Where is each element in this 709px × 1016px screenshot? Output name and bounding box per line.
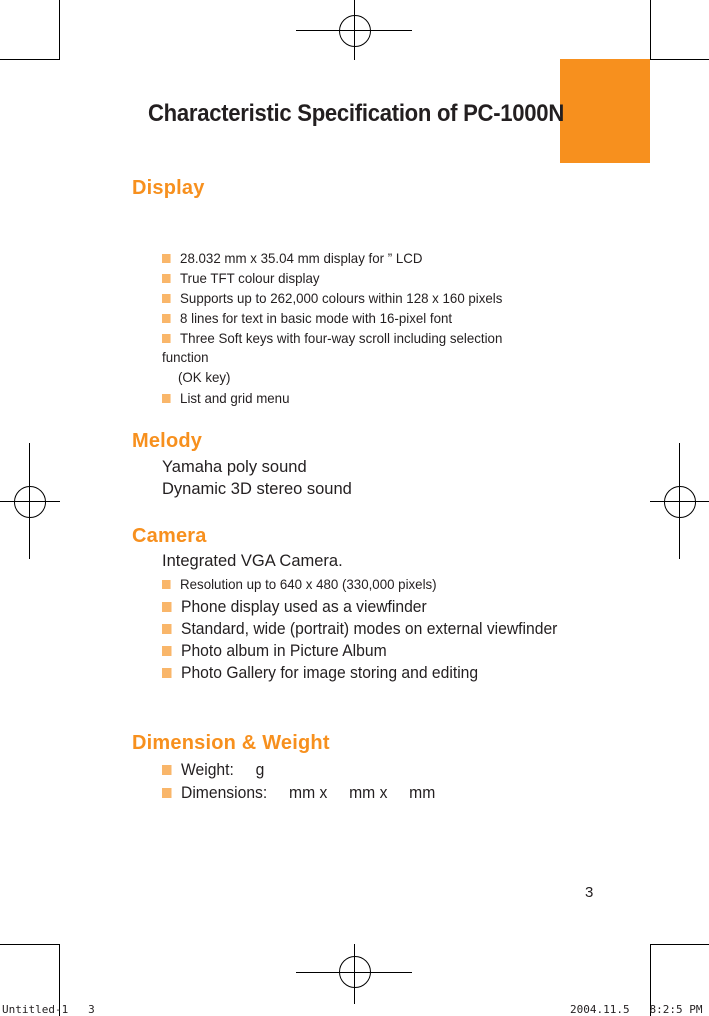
bullet-square-icon <box>162 334 171 343</box>
bullet-square-icon <box>162 394 171 403</box>
bullet-square-icon <box>162 788 172 798</box>
bullet-square-icon <box>162 314 171 323</box>
dimension-heading: Dimension & Weight <box>132 732 330 754</box>
orange-tab <box>560 59 650 163</box>
display-list-item: Supports up to 262,000 colours within 128 x 160 pixels <box>162 290 502 306</box>
camera-list-item: Phone display used as a viewfinder <box>162 598 427 617</box>
bullet-square-icon <box>162 668 172 678</box>
bullet-square-icon <box>162 254 171 263</box>
camera-intro: Integrated VGA Camera. <box>162 552 343 570</box>
bullet-square-icon <box>162 294 171 303</box>
display-list-item: 8 lines for text in basic mode with 16-pixel font <box>162 310 452 326</box>
dimension-list-item: Dimensions: mm x mm x mm <box>162 784 435 803</box>
camera-list-item: Photo album in Picture Album <box>162 642 387 661</box>
melody-line: Dynamic 3D stereo sound <box>162 480 352 498</box>
page-number: 3 <box>585 884 594 901</box>
camera-list-item: Standard, wide (portrait) modes on external viewfinder <box>162 620 557 639</box>
display-list-item: 28.032 mm x 35.04 mm display for ” LCD <box>162 250 423 266</box>
bullet-square-icon <box>162 765 172 775</box>
bullet-square-icon <box>162 274 171 283</box>
melody-heading: Melody <box>132 430 203 452</box>
display-item-continuation: (OK key) <box>178 369 231 385</box>
camera-list-item: Resolution up to 640 x 480 (330,000 pixels) <box>162 576 437 592</box>
camera-heading: Camera <box>132 525 207 547</box>
camera-list-item: Photo Gallery for image storing and editing <box>162 664 478 683</box>
melody-line: Yamaha poly sound <box>162 458 307 476</box>
display-list-item: True TFT colour display <box>162 270 320 286</box>
bullet-square-icon <box>162 602 172 612</box>
page-title: Characteristic Specification of PC-1000N <box>148 100 564 127</box>
dimension-list-item: Weight: g <box>162 761 264 780</box>
display-heading: Display <box>132 177 205 199</box>
slug-left: Untitled-1 3 <box>2 1003 95 1016</box>
display-list-item: Three Soft keys with four-way scroll including selection <box>162 330 502 346</box>
bullet-square-icon <box>162 624 172 634</box>
bullet-square-icon <box>162 646 172 656</box>
display-item-continuation: function <box>162 349 209 365</box>
bullet-square-icon <box>162 580 171 589</box>
slug-right: 2004.11.5 8:2:5 PM <box>570 1003 703 1016</box>
display-list-item: List and grid menu <box>162 390 289 406</box>
